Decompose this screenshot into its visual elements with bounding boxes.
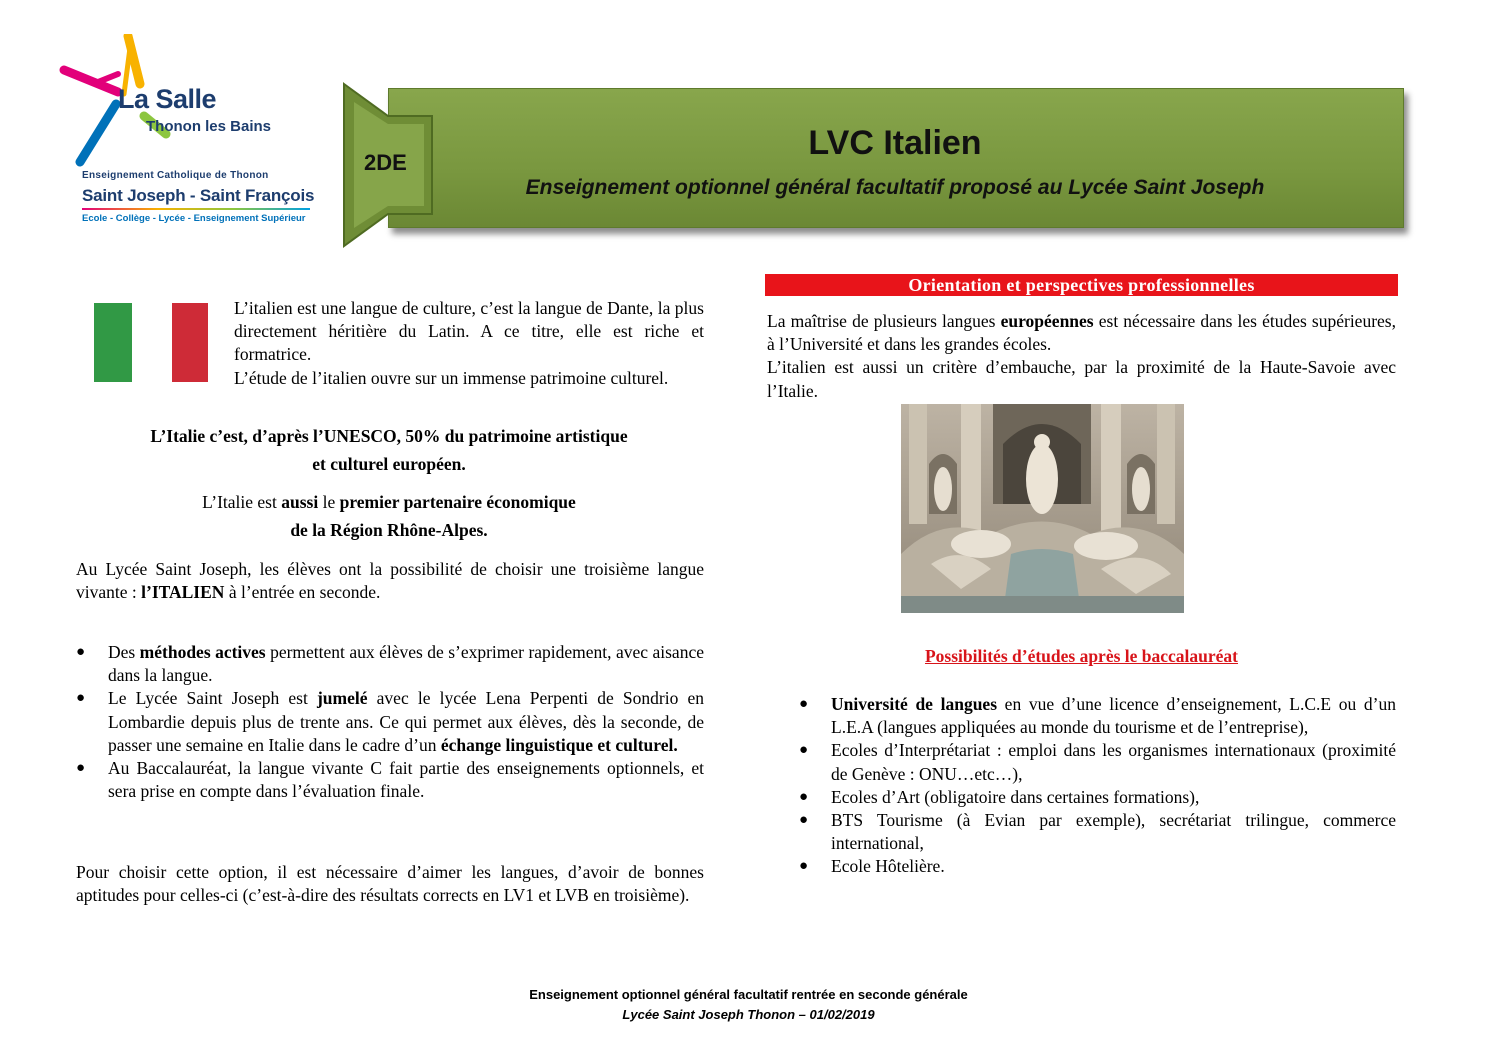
studies-heading: Possibilités d’études après le baccalauréat: [924, 646, 1239, 666]
orientation-text-a: La maîtrise de plusieurs langues: [767, 311, 1001, 331]
list-item: [76, 757, 704, 803]
intro-paragraph: [234, 297, 704, 390]
intro-text-2: L’étude de l’italien ouvre sur un immense patrimoine culturel.: [234, 367, 669, 388]
orientation-text-b: européennes: [1000, 311, 1094, 331]
logo-schools: Saint Joseph - Saint François: [82, 186, 315, 205]
item-text: Des: [108, 642, 140, 662]
lycee-text-c: à l’entrée en seconde.: [224, 582, 381, 603]
orientation-text-1: [767, 310, 1396, 356]
orientation-text-2: L’italien est aussi un critère d’embauche, par la proximité de la Haute-Savoie avec l’Italie.: [767, 357, 1396, 401]
bullet-icon: ●: [76, 760, 86, 777]
partner-line-2: de la Région Rhône-Alpes.: [290, 520, 488, 540]
partner-statement: [84, 488, 694, 544]
orientation-paragraph: [767, 310, 1396, 403]
right-bullet-list: [799, 693, 1396, 879]
logo-levels: Ecole - Collège - Lycée - Enseignement Supérieur: [82, 213, 306, 224]
item-text: avec le lycée Lena Perpenti de Sondrio en Lombardie depuis plus de trente ans. Ce qui permet aux élèves, dès la seconde, de passer une semaine en Italie dans le cadre d’un: [108, 688, 704, 755]
bullet-icon: ●: [799, 858, 809, 875]
list-item: [799, 809, 1396, 855]
item-text: Ecoles d’Interprétariat : emploi dans les organismes internationaux (proximité de Genève : ONU…etc…),: [831, 740, 1396, 784]
list-item: [76, 641, 704, 687]
item-text: Ecoles d’Art (obligatoire dans certaines formations),: [831, 786, 1200, 807]
list-item: [799, 739, 1396, 785]
partner-text-a: L’Italie est: [202, 492, 282, 512]
choose-option-paragraph: Pour choisir cette option, il est nécessaire d’aimer les langues, d’avoir de bonnes aptitudes pour celles-ci (c’est-à-dire des résultats corrects en LV1 et LVB en troisième).: [76, 862, 704, 906]
bullet-icon: ●: [799, 812, 809, 829]
item-text-bold: échange linguistique et culturel.: [440, 734, 678, 755]
item-text-bold: Université de langues: [831, 694, 998, 714]
partner-text-b: aussi: [281, 492, 319, 512]
unesco-line-2: et culturel européen.: [312, 454, 466, 474]
partner-text-c: le: [318, 492, 340, 512]
item-text: Au Baccalauréat, la langue vivante C fait partie des enseignements optionnels, et sera prise en compte dans l’évaluation finale.: [108, 758, 704, 802]
bullet-icon: ●: [799, 788, 809, 805]
item-text: en vue d’une licence d’enseignement, L.C.E ou d’un L.E.A (langues appliquées au monde du tourisme et de l’entreprise),: [831, 694, 1396, 738]
orientation-text-c: est nécessaire dans les études supérieures, à l’Université et dans les grandes écoles.: [767, 311, 1396, 355]
list-item: [799, 855, 1396, 878]
italian-flag-green: [94, 303, 132, 382]
italian-flag-red: [172, 303, 208, 382]
logo-city: Thonon les Bains: [146, 118, 272, 135]
bullet-icon: ●: [76, 690, 86, 707]
lycee-paragraph: [76, 558, 704, 604]
footer-line-1: Enseignement optionnel général facultatif rentrée en seconde générale: [529, 987, 968, 1002]
logo-divider: [82, 208, 310, 210]
item-text: BTS Tourisme (à Evian par exemple), secrétariat trilingue, commerce international,: [831, 810, 1396, 854]
list-item: [76, 687, 704, 757]
item-text: Le Lycée Saint Joseph est: [108, 688, 317, 709]
unesco-statement: [84, 422, 694, 478]
bullet-icon: ●: [799, 696, 809, 712]
unesco-line-1: L’Italie c’est, d’après l’UNESCO, 50% du patrimoine artistique: [150, 426, 628, 446]
item-text-bold: méthodes actives: [139, 642, 266, 662]
left-bullet-list: [76, 641, 704, 803]
item-text: permettent aux élèves de s’exprimer rapidement, avec aisance dans la langue.: [108, 642, 704, 686]
footer-line-2: Lycée Saint Joseph Thonon – 01/02/2019: [622, 1007, 875, 1022]
page-subtitle: Enseignement optionnel général facultatif proposé au Lycée Saint Joseph: [525, 176, 1265, 199]
bullet-icon: ●: [76, 644, 86, 660]
lycee-text-a: Au Lycée Saint Joseph, les élèves ont la possibilité de choisir une troisième langue vivante :: [76, 559, 704, 603]
lycee-text-b: l’ITALIEN: [141, 582, 225, 603]
trevi-fountain-photo: [901, 404, 1184, 613]
level-label: 2DE: [364, 150, 407, 175]
item-text: Ecole Hôtelière.: [831, 856, 945, 877]
partner-text-d: premier partenaire économique: [339, 492, 576, 512]
logo-name: La Salle: [118, 84, 217, 114]
logo-org: Enseignement Catholique de Thonon: [82, 170, 269, 181]
item-text-bold: jumelé: [316, 688, 368, 709]
orientation-heading: Orientation et perspectives professionnelles: [765, 274, 1398, 296]
list-item: [799, 693, 1396, 739]
bullet-icon: ●: [799, 742, 809, 759]
intro-text-1: L’italien est une langue de culture, c’est la langue de Dante, la plus directement héritière du Latin. A ce titre, elle est riche et formatrice.: [234, 298, 704, 365]
page-title: LVC Italien: [808, 124, 982, 162]
list-item: [799, 786, 1396, 809]
